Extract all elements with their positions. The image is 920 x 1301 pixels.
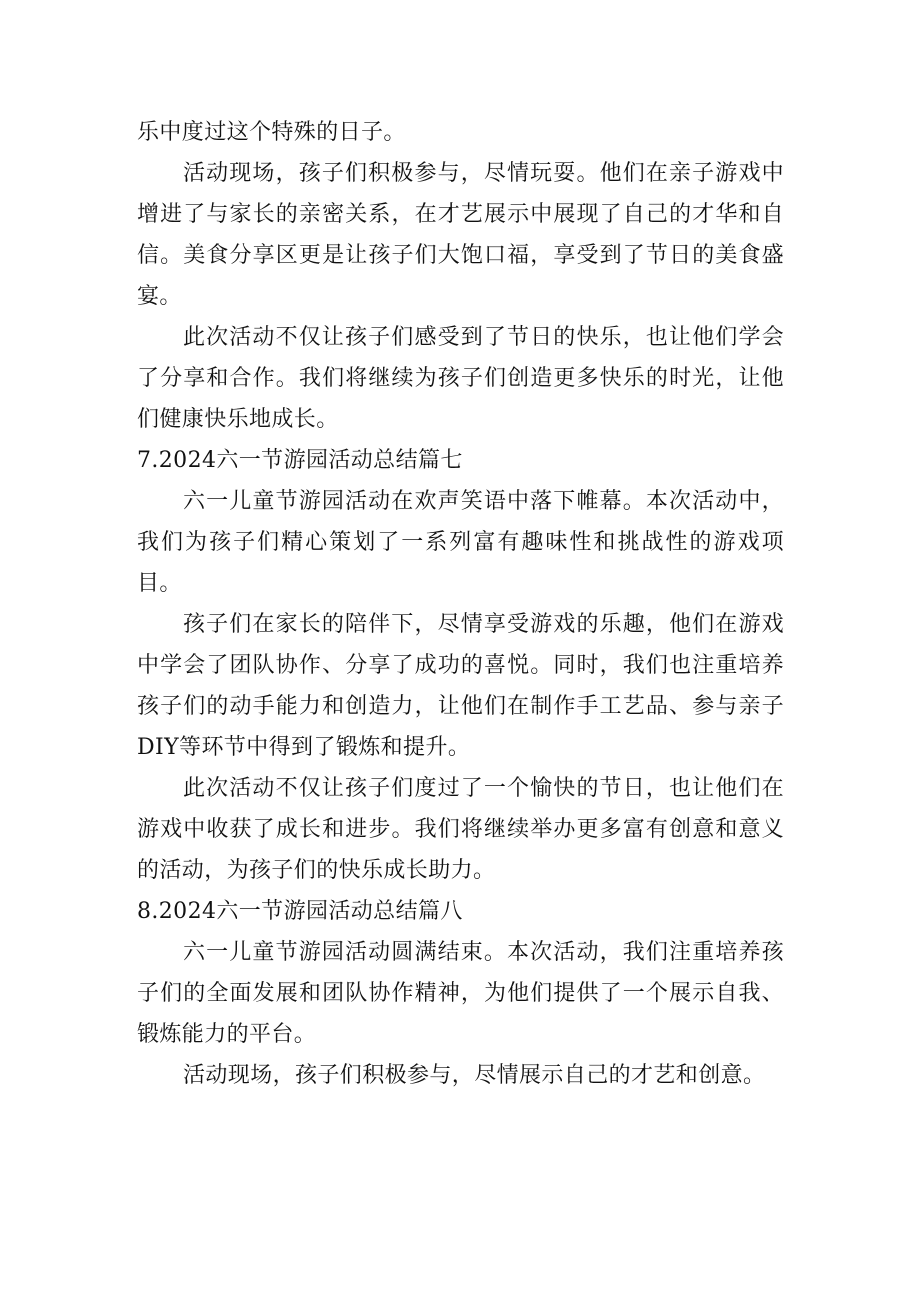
paragraph: 活动现场，孩子们积极参与，尽情玩耍。他们在亲子游戏中增进了与家长的亲密关系，在才艺展示中展现了自己的才华和自信。美食分享区更是让孩子们大饱口福，享受到了节日的美食盛宴。 (137, 161, 784, 309)
paragraph-continuation: 乐中度过这个特殊的日子。 (137, 120, 406, 145)
paragraph: 此次活动不仅让孩子们度过了一个愉快的节日，也让他们在游戏中收获了成长和进步。我们将继续举办更多富有创意和意义的活动，为孩子们的快乐成长助力。 (137, 776, 784, 883)
paragraph: 此次活动不仅让孩子们感受到了节日的快乐，也让他们学会了分享和合作。我们将继续为孩子们创造更多快乐的时光，让他们健康快乐地成长。 (137, 325, 784, 432)
section-heading-7: 7.2024六一节游园活动总结篇七 (137, 448, 463, 473)
paragraph: 六一儿童节游园活动圆满结束。本次活动，我们注重培养孩子们的全面发展和团队协作精神，为他们提供了一个展示自我、锻炼能力的平台。 (137, 940, 784, 1047)
paragraph: 六一儿童节游园活动在欢声笑语中落下帷幕。本次活动中，我们为孩子们精心策划了一系列富有趣味性和挑战性的游戏项目。 (137, 489, 784, 596)
section-heading-8: 8.2024六一节游园活动总结篇八 (137, 899, 463, 924)
paragraph: 活动现场，孩子们积极参与，尽情展示自己的才艺和创意。 (183, 1063, 766, 1088)
paragraph: 孩子们在家长的陪伴下，尽情享受游戏的乐趣，他们在游戏中学会了团队协作、分享了成功的喜悦。同时，我们也注重培养孩子们的动手能力和创造力，让他们在制作手工艺品、参与亲子DIY等环节中得到了锻炼和提升。 (137, 612, 784, 760)
document-page (137, 112, 784, 1096)
